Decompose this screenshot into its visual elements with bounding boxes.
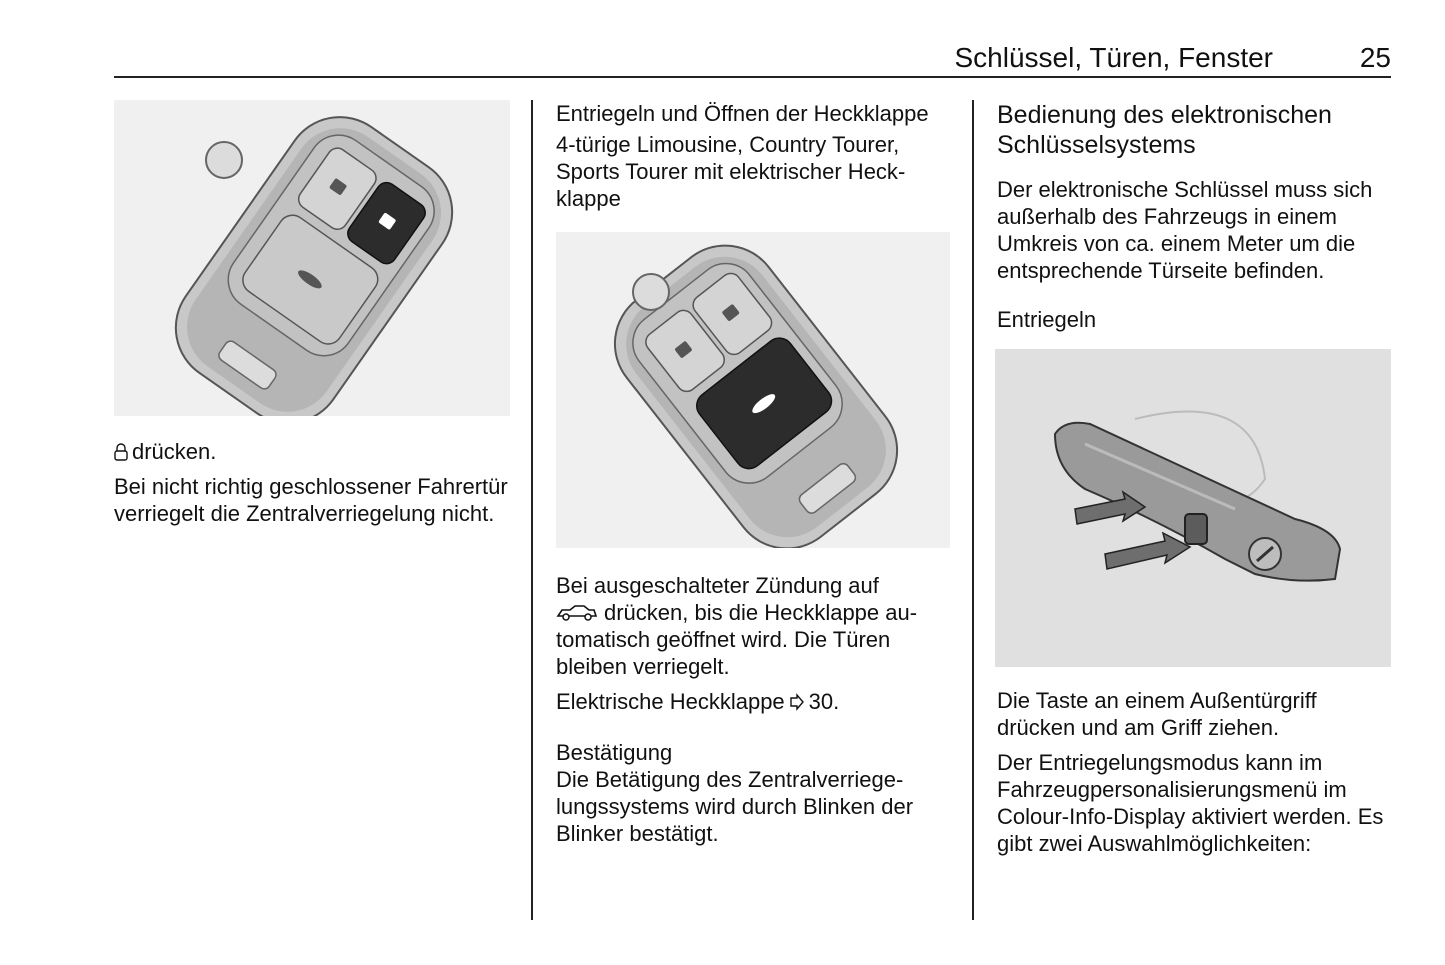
confirmation-text: Die Betätigung des Zentralverriegelungssystems wird durch Blinken der Blinker bestätigt.: [556, 767, 914, 846]
key-fob-trunk-illustration: [556, 232, 950, 548]
column-divider-2: [972, 100, 974, 920]
electronic-key-heading: Bedienung des elektronischen Schlüsselsystems: [997, 101, 1332, 159]
page-header: [114, 40, 1391, 78]
door-handle-illustration: [995, 349, 1391, 667]
electronic-key-intro: Der elektronische Schlüssel muss sich außerhalb des Fahrzeugs in einem Umkreis von ca. einem Meter um die entsprechende Türseite befinden.: [997, 177, 1373, 283]
electric-tailgate-ref: Elektrische Heckklappe: [556, 689, 785, 714]
tailgate-models-subheading: 4-türige Limousine, Country Tourer, Sports Tourer mit elektrischer Heckklappe: [556, 132, 906, 211]
key-fob-trunk-figure: [556, 232, 950, 548]
header-title: Schlüssel, Türen, Fenster: [954, 42, 1273, 73]
page-reference-arrow-icon: [789, 693, 805, 711]
press-lock-text: drücken.: [132, 439, 217, 464]
tailgate-open-paragraph: [556, 572, 952, 680]
key-fob-lock-illustration: [114, 100, 510, 416]
electric-tailgate-page[interactable]: 30.: [808, 689, 840, 714]
tailgate-open-lead: Bei ausgeschalteter Zündung auf: [556, 573, 879, 598]
tailgate-open-rest: drücken, bis die Heckklappe automatisch geöffnet wird. Die Türen bleiben verriegelt.: [556, 600, 918, 679]
page-number: 25: [1359, 42, 1391, 73]
column-3: [997, 100, 1393, 857]
car-trunk-icon: [556, 604, 598, 622]
confirmation-heading: Bestätigung: [556, 740, 673, 765]
unlock-tailgate-heading: Entriegeln und Öffnen der Heckklappe: [556, 101, 929, 126]
column-2: [556, 100, 952, 847]
lock-icon: [114, 443, 128, 461]
unlock-mode-text: Der Entriegelungsmodus kann im Fahrzeugpersonalisierungsmenü im Colour-Info-Display aktiviert werden. Es gibt zwei Auswahlmöglichkeiten:: [997, 750, 1384, 856]
key-fob-lock-figure: [114, 100, 510, 416]
handle-instruction: Die Taste an einem Außentürgriff drücken und am Griff ziehen.: [997, 688, 1317, 740]
column-1: [114, 100, 512, 527]
column-divider-1: [531, 100, 533, 920]
door-handle-figure: [995, 349, 1391, 667]
door-not-closed-note: Bei nicht richtig geschlossener Fahrertür verriegelt die Zentralverriegelung nicht.: [114, 474, 508, 526]
unlock-subheading: Entriegeln: [997, 307, 1097, 332]
